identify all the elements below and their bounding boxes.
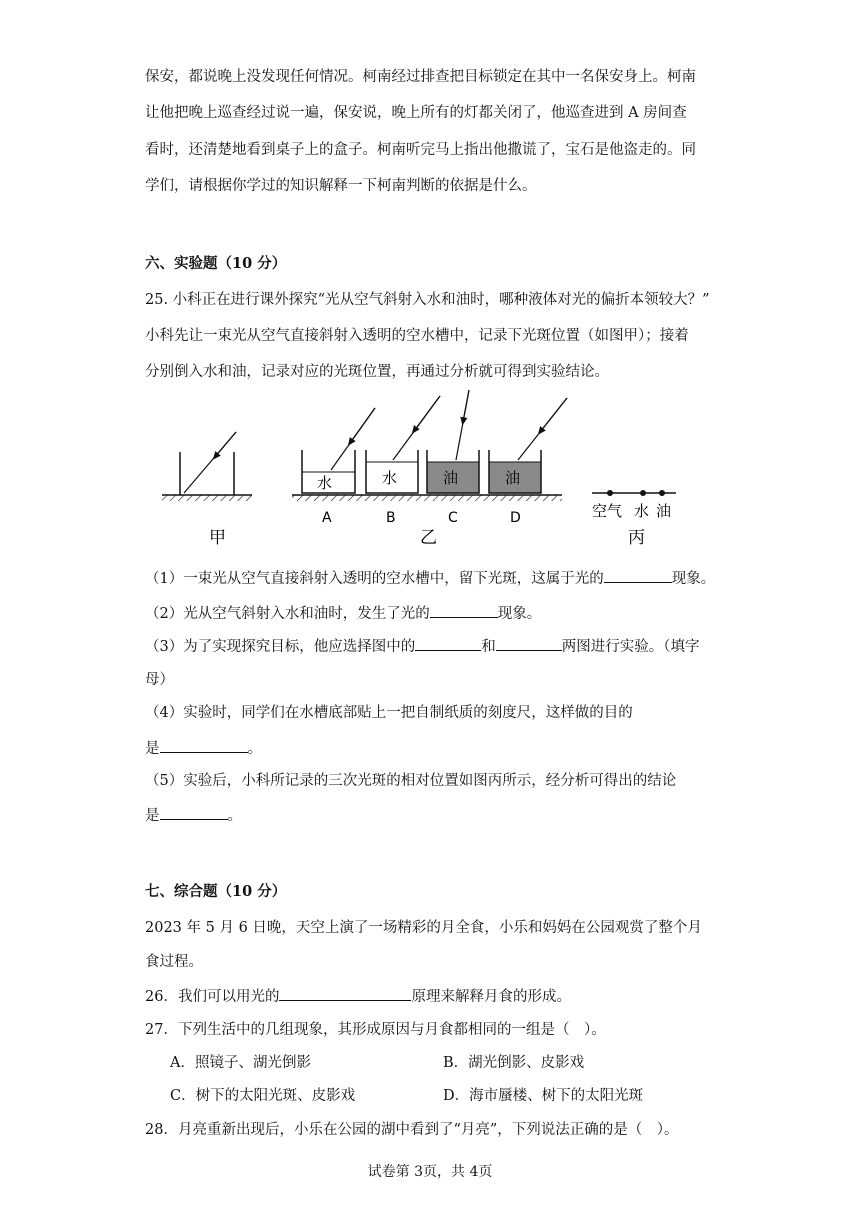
subquestion: （4）实验时，同学们在水槽底部贴上一把自制纸质的刻度尺，这样做的目的: [145, 705, 633, 721]
tank-a: [302, 408, 375, 526]
question-stem: 25. 小科正在进行课外探究“光从空气斜射入水和油时，哪种液体对光的偏折本领较大？”: [145, 292, 710, 308]
question-stem: 食过程。: [145, 954, 203, 970]
figure-label-jia: 甲: [209, 528, 226, 548]
tank-liquid-label: 水: [317, 474, 333, 492]
answer-blank[interactable]: [415, 636, 481, 651]
tank-liquid-label: 油: [505, 469, 521, 487]
experiment-figure: [150, 388, 710, 558]
question-28: 28．月亮重新出现后，小乐在公园的湖中看到了“月亮”，下列说法正确的是（ ）。: [145, 1122, 679, 1138]
figure-label-bing: 丙: [628, 528, 645, 548]
tank-d: [489, 398, 567, 526]
section-heading: 七、综合题（10 分）: [145, 883, 287, 900]
tank-letter: B: [386, 510, 396, 526]
option-a[interactable]: A．照镜子、湖光倒影: [170, 1055, 311, 1071]
subquestion-cont: 是 。: [145, 738, 262, 759]
option-b[interactable]: B．湖光倒影、皮影戏: [443, 1055, 585, 1071]
subquestion: （2）光从空气斜射入水和油时，发生了光的 现象。: [145, 603, 541, 624]
passage-line: 保安，都说晚上没发现任何情况。柯南经过排查把目标锁定在其中一名保安身上。柯南: [145, 69, 696, 85]
question-stem: 小科先让一束光从空气直接斜射入透明的空水槽中，记录下光斑位置（如图甲）；接着: [145, 328, 689, 344]
answer-blank[interactable]: [604, 568, 672, 583]
passage-line: 让他把晚上巡查经过说一遍，保安说，晚上所有的灯都关闭了，他巡查进到 A 房间查: [145, 105, 687, 121]
tank-letter: A: [322, 510, 332, 526]
answer-blank[interactable]: [496, 636, 562, 651]
question-stem: 分别倒入水和油，记录对应的光斑位置，再通过分析就可得到实验结论。: [145, 364, 609, 380]
spot-label: 水: [634, 502, 650, 520]
subquestion: （1）一束光从空气直接斜射入透明的空水槽中，留下光斑，这属于光的 现象。: [145, 568, 715, 589]
answer-blank[interactable]: [430, 603, 498, 618]
spot-label: 空气: [592, 502, 623, 520]
tank-liquid-label: 水: [382, 469, 398, 487]
tank-b: [366, 396, 440, 526]
subquestion: （3）为了实现探究目标，他应选择图中的 和 两图进行实验。（填字: [145, 636, 699, 657]
tank-c: [427, 390, 479, 526]
figure-jia: [162, 432, 252, 548]
figure-label-yi: 乙: [420, 528, 437, 548]
subquestion: （5）实验后，小科所记录的三次光斑的相对位置如图丙所示，经分析可得出的结论: [145, 773, 677, 789]
question-26: 26．我们可以用光的 原理来解释月食的形成。: [145, 986, 571, 1007]
tank-liquid-label: 油: [443, 469, 459, 487]
tank-letter: C: [448, 510, 458, 526]
subquestion-cont: 母）: [145, 672, 174, 688]
tank-letter: D: [510, 510, 521, 526]
spot-label: 油: [656, 502, 672, 520]
passage-line: 学们，请根据你学过的知识解释一下柯南判断的依据是什么。: [145, 178, 537, 194]
section-heading: 六、实验题（10 分）: [145, 255, 287, 272]
option-c[interactable]: C．树下的太阳光斑、皮影戏: [170, 1088, 356, 1104]
page-footer: 试卷第 3页，共 4页: [367, 1164, 493, 1180]
option-d[interactable]: D．海市蜃楼、树下的太阳光斑: [443, 1088, 644, 1104]
answer-blank[interactable]: [160, 805, 228, 820]
question-27: 27．下列生活中的几组现象，其形成原因与月食都相同的一组是（ ）。: [145, 1022, 606, 1038]
answer-blank[interactable]: [279, 986, 411, 1001]
answer-blank[interactable]: [160, 738, 248, 753]
passage-line: 看时，还清楚地看到桌子上的盒子。柯南听完马上指出他撒谎了，宝石是他盗走的。同: [145, 142, 696, 158]
question-stem: 2023 年 5 月 6 日晚，天空上演了一场精彩的月全食，小乐和妈妈在公园观赏了整个月: [145, 920, 702, 936]
subquestion-cont: 是 。: [145, 805, 242, 826]
figure-bing: [592, 490, 676, 548]
